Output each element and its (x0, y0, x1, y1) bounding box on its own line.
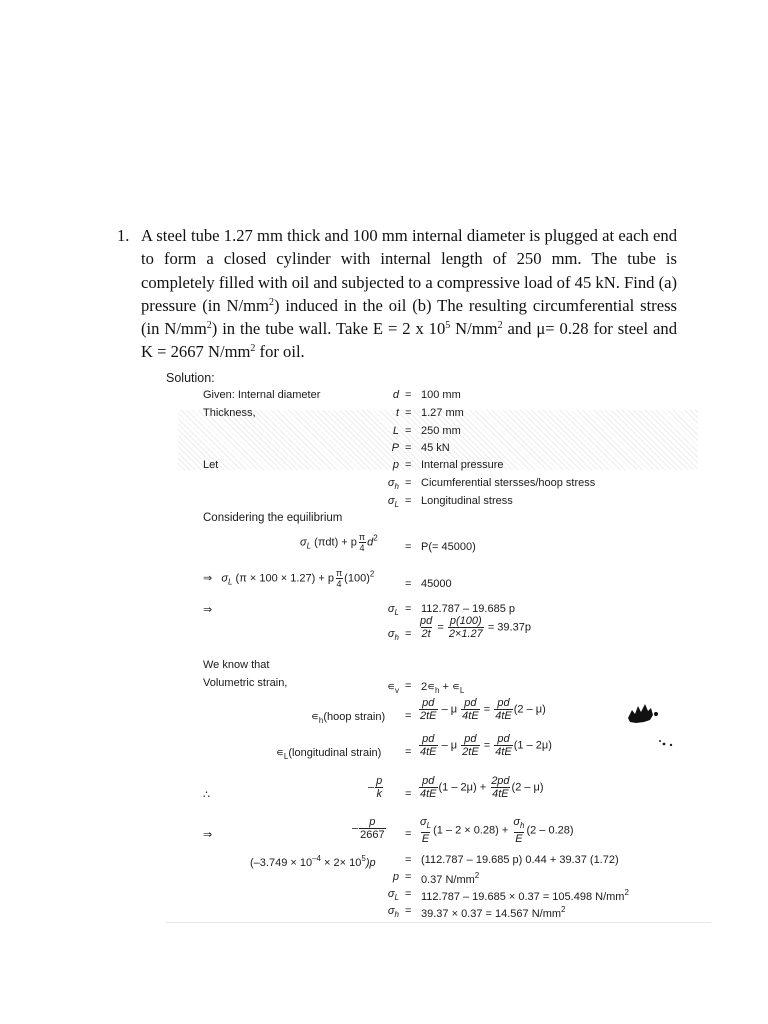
subscript: L (394, 500, 399, 509)
expression: (–3.749 × 10 (250, 857, 313, 869)
superscript: 2 (474, 871, 480, 880)
numerator: pd (422, 775, 435, 787)
equation-6-rhs (418, 697, 546, 722)
expression: (2 – μ) (511, 781, 544, 794)
denominator: 2667 (360, 829, 385, 841)
numerator: pd (422, 733, 435, 745)
given-symbol: t (395, 407, 399, 419)
equation-3-lhs (383, 603, 399, 617)
given-value: 100 mm (421, 389, 461, 401)
numerator (512, 816, 525, 832)
sigma-symbol: σ (387, 477, 395, 489)
equation-7-lhs (276, 746, 381, 761)
equals-sign: = (405, 603, 412, 615)
fraction (419, 733, 438, 758)
equals-sign: = (405, 495, 412, 507)
equation-3-rhs: 112.787 – 19.685 p (421, 603, 515, 615)
given-label: Given: Internal diameter (203, 389, 321, 401)
superscript: 2 (497, 320, 503, 332)
given-symbol (383, 477, 399, 491)
epsilon-symbol: ∊ (276, 747, 284, 759)
equation-2-lhs (203, 568, 374, 589)
denominator: 2t (421, 628, 431, 640)
scan-edge-line (166, 922, 711, 923)
sigma-symbol: σ (387, 628, 395, 640)
superscript: 2 (206, 320, 212, 332)
fraction (419, 697, 438, 722)
sigma-symbol: σ (387, 905, 395, 917)
subscript: L (459, 686, 465, 695)
problem-text-part: and μ= 0.28 for steel and K = 2667 N/mm (141, 319, 678, 362)
equals-sign: = (405, 628, 412, 640)
sigma-symbol: σ (387, 888, 395, 900)
expression: (πdt) + p (311, 536, 357, 549)
equation-8-rhs (418, 775, 544, 800)
given-value: Cicumferential stersses/hoop stress (421, 477, 596, 489)
expression: (100) (344, 572, 370, 585)
superscript: 2 (624, 888, 629, 897)
equals-sign: = (405, 905, 412, 917)
equals-sign: = (405, 871, 412, 883)
equals-sign: = (405, 828, 412, 840)
given-symbol: p (392, 459, 399, 471)
equation-8-lhs (368, 775, 384, 800)
denominator: 2tE (462, 746, 479, 758)
numerator: π (335, 568, 343, 578)
denominator: 2tE (420, 710, 437, 722)
expression: (2 – 0.28) (526, 824, 574, 837)
subscript: h (394, 482, 399, 491)
expression: 39.37 × 0.37 = 14.567 N/mm (421, 908, 562, 920)
sigma-symbol: σ (300, 536, 307, 549)
numerator: p (376, 775, 383, 787)
sigma-symbol: σ (387, 495, 395, 507)
subscript: L (394, 608, 399, 617)
subscript: v (395, 686, 399, 695)
fraction (490, 775, 510, 800)
equation-2-rhs: 45000 (421, 578, 452, 590)
volumetric-strain-label: Volumetric strain, (203, 677, 288, 689)
superscript: 2 (373, 533, 378, 543)
expression: (1 – 2 × 0.28) + (433, 824, 509, 837)
epsilon-symbol: ∊ (387, 681, 395, 693)
equation-10-rhs: (112.787 – 19.685 p) 0.44 + 39.37 (1.72) (421, 854, 619, 866)
expression: – (352, 822, 359, 835)
numerator: pd (464, 733, 477, 745)
sigma-symbol: σ (513, 816, 521, 828)
subscript: L (394, 893, 399, 902)
subscript: L (283, 752, 289, 761)
expression: )p (365, 857, 376, 869)
equation-10-lhs (250, 854, 376, 869)
expression: (1 – 2μ) + (438, 781, 487, 794)
subscript: L (228, 577, 233, 587)
superscript: 2 (561, 905, 566, 914)
fraction (359, 816, 385, 841)
implies-icon: ⇒ (203, 604, 213, 616)
epsilon-symbol: ∊ (311, 711, 319, 723)
problem-text-part: ) in the tube wall. Take E = 2 x 10 (211, 319, 446, 339)
expression: (longitudinal strain) (288, 747, 382, 759)
given-label: Let (203, 459, 219, 471)
equals-sign: = (405, 407, 412, 419)
sigma-symbol: σ (387, 603, 395, 615)
expression: – μ (441, 739, 458, 752)
subscript: h (318, 716, 324, 725)
equation-11-rhs (421, 871, 479, 886)
numerator: p (369, 816, 376, 828)
given-value: 45 kN (421, 442, 450, 454)
denominator: 4tE (495, 710, 512, 722)
equation-4-rhs (418, 615, 531, 640)
fraction (512, 816, 525, 845)
equals-sign: = (483, 703, 491, 716)
denominator: 2×1.27 (448, 628, 483, 640)
denominator: k (376, 788, 382, 800)
numerator: pd (497, 697, 510, 709)
solution-heading: Solution: (166, 371, 215, 385)
equals-sign: = (405, 788, 412, 800)
equals-sign: = (437, 621, 444, 634)
denominator: 4 (336, 579, 342, 589)
equals-sign: = (483, 739, 491, 752)
ink-blot-icon (624, 700, 694, 750)
equation-9-lhs (352, 816, 387, 841)
denominator: 4 (359, 543, 365, 553)
problem-text-part: A steel tube 1.27 mm thick and 100 mm internal diameter is plugged at each end to form a closed cylinder with internal length of 250 mm. The tube is completely filled with oil and subjected to a compressive load of 45 kN. Find (a) pressure (in N/mm (141, 226, 677, 315)
expression: + ∊ (439, 681, 460, 693)
equals-sign: = (405, 888, 412, 900)
numerator (419, 816, 432, 832)
therefore-icon: ∴ (203, 789, 210, 801)
equals-sign: = (405, 680, 412, 692)
equals-sign: = (405, 854, 412, 866)
given-symbol: P (391, 442, 399, 454)
equals-sign: = (405, 746, 412, 758)
numerator: pd (464, 697, 477, 709)
fraction (375, 775, 383, 800)
equation-5-lhs (383, 680, 399, 695)
expression: 0.37 N/mm (421, 874, 475, 886)
expression: = 39.37p (487, 621, 531, 634)
equals-sign: = (405, 459, 412, 471)
subscript: h (435, 686, 440, 695)
numerator: pd (497, 733, 510, 745)
expression: 2∊ (421, 681, 436, 693)
superscript: 2 (250, 343, 256, 355)
fraction (494, 733, 513, 758)
problem-text-part: for oil. (255, 342, 305, 362)
equation-13-rhs (421, 905, 566, 920)
denominator: 4tE (492, 788, 509, 800)
numerator: pd (422, 697, 435, 709)
fraction (461, 697, 480, 722)
equation-6-lhs (311, 710, 385, 725)
subscript: h (394, 910, 399, 919)
we-know-label: We know that (203, 659, 270, 671)
equals-sign: = (405, 389, 412, 401)
superscript: –4 (312, 854, 321, 863)
equals-sign: = (405, 541, 412, 553)
superscript: 5 (445, 320, 451, 332)
superscript: 2 (369, 569, 375, 579)
equation-7-rhs (418, 733, 552, 758)
fraction (419, 775, 438, 800)
expression: – μ (441, 703, 458, 716)
considering-label: Considering the equilibrium (203, 512, 343, 524)
sigma-symbol: σ (420, 816, 427, 828)
given-symbol: d (392, 389, 399, 401)
expression: (hoop strain) (323, 711, 386, 723)
expression: (2 – μ) (513, 703, 546, 716)
problem-text (141, 224, 677, 364)
subscript: L (306, 541, 312, 551)
equation-9-rhs (418, 816, 574, 845)
fraction (335, 568, 343, 589)
numerator: p(100) (449, 615, 482, 627)
fraction (358, 532, 366, 553)
expression: (1 – 2μ) (513, 739, 552, 752)
equation-12-rhs (421, 888, 629, 903)
denominator: E (515, 833, 523, 845)
fraction (448, 615, 484, 640)
implies-icon: ⇒ (203, 829, 213, 841)
problem-text-part: N/mm (450, 319, 498, 339)
problem-statement (117, 224, 677, 364)
given-label: Thickness, (203, 407, 256, 419)
denominator: E (421, 833, 430, 845)
given-symbol (383, 495, 399, 509)
equals-sign: = (405, 578, 412, 590)
equation-5-rhs (421, 680, 464, 695)
given-symbol: L (392, 425, 399, 437)
given-value: Longitudinal stress (421, 495, 513, 507)
expression: d (367, 536, 374, 549)
equals-sign: = (405, 442, 412, 454)
equals-sign: = (405, 425, 412, 437)
expression: (π × 100 × 1.27) + p (232, 572, 334, 585)
numerator: 2pd (491, 775, 510, 787)
sigma-symbol: σ (221, 572, 229, 585)
denominator: 4tE (495, 746, 512, 758)
superscript: 2 (268, 296, 274, 308)
denominator: 4tE (462, 710, 479, 722)
numerator: π (358, 532, 366, 542)
subscript: L (426, 821, 432, 830)
implies-icon: ⇒ (203, 572, 213, 585)
expression: 112.787 – 19.685 × 0.37 = 105.498 N/mm (421, 891, 625, 903)
expression: – (368, 781, 375, 794)
expression: × 2× 10 (321, 857, 362, 869)
numerator: pd (420, 615, 433, 627)
denominator: 4tE (420, 746, 437, 758)
given-value: Internal pressure (421, 459, 504, 471)
fraction (419, 615, 433, 640)
superscript: 5 (361, 854, 366, 863)
equation-12-lhs (383, 888, 399, 902)
fraction (419, 816, 432, 845)
given-value: 250 mm (421, 425, 461, 437)
equation-1-rhs: P(= 45000) (421, 541, 476, 553)
problem-number: 1. (117, 226, 130, 245)
denominator: 4tE (420, 788, 437, 800)
equation-4-lhs (383, 628, 399, 642)
problem-text-part: ) induced in the oil (b) The resulting circumferential stress (in N/mm (141, 295, 677, 339)
fraction (494, 697, 513, 722)
equation-1-lhs (300, 532, 378, 553)
given-value: 1.27 mm (421, 407, 464, 419)
equation-11-lhs: p (392, 871, 399, 883)
equation-13-lhs (383, 905, 399, 919)
subscript: h (394, 633, 399, 642)
subscript: h (520, 821, 525, 830)
equals-sign: = (405, 710, 412, 722)
equals-sign: = (405, 477, 412, 489)
fraction (461, 733, 480, 758)
